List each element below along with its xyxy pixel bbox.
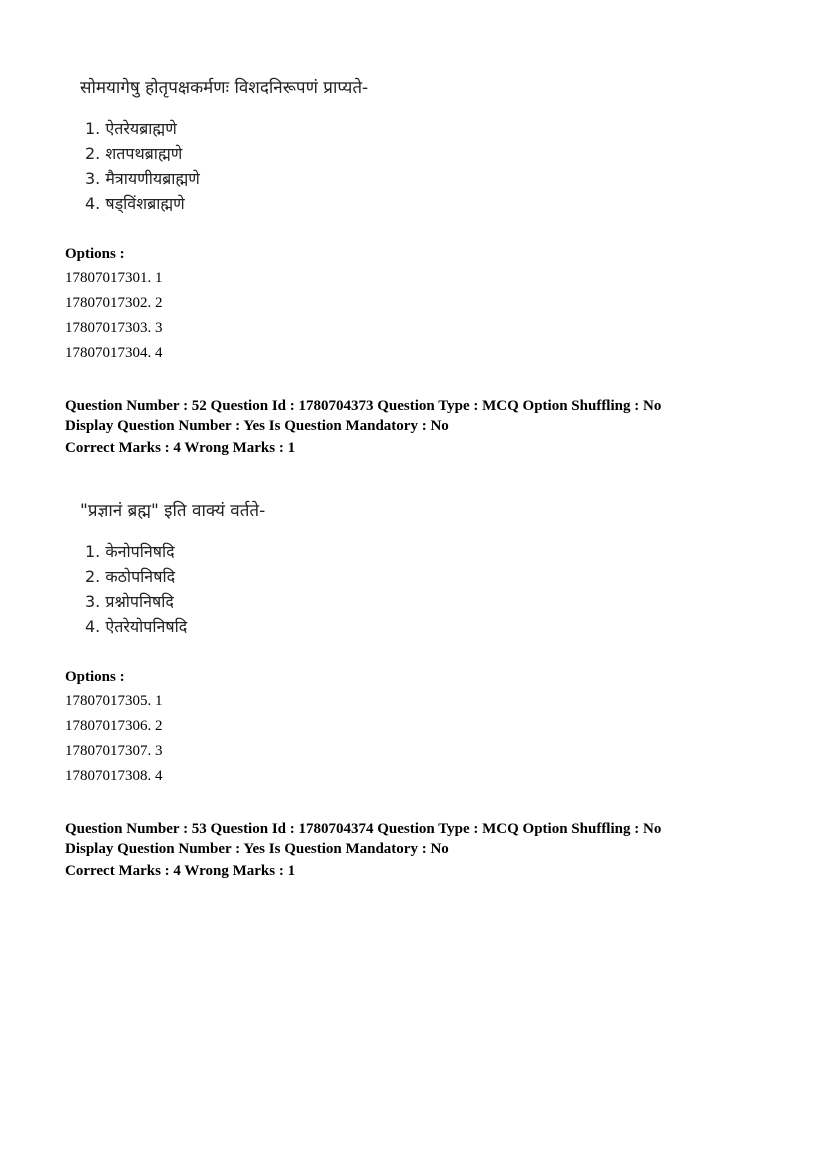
choice-item: 1. ऐतरेयब्राह्मणे bbox=[85, 119, 177, 138]
question-meta-line: Question Number : 52 Question Id : 1780704373 Question Type : MCQ Option Shuffling : No bbox=[65, 398, 662, 414]
option-id: 17807017302. 2 bbox=[65, 295, 163, 311]
option-id: 17807017307. 3 bbox=[65, 743, 163, 759]
question-meta-line: Question Number : 53 Question Id : 1780704374 Question Type : MCQ Option Shuffling : No bbox=[65, 821, 662, 837]
option-id: 17807017306. 2 bbox=[65, 718, 163, 734]
marks-line: Correct Marks : 4 Wrong Marks : 1 bbox=[65, 440, 296, 456]
option-id: 17807017303. 3 bbox=[65, 320, 163, 336]
choice-item: 2. कठोपनिषदि bbox=[85, 567, 176, 586]
marks-line: Correct Marks : 4 Wrong Marks : 1 bbox=[65, 863, 296, 879]
question-text: "प्रज्ञानं ब्रह्म" इति वाक्यं वर्तते- bbox=[80, 501, 266, 521]
option-id: 17807017304. 4 bbox=[65, 345, 163, 361]
choice-item: 1. केनोपनिषदि bbox=[85, 542, 175, 561]
option-id: 17807017308. 4 bbox=[65, 768, 163, 784]
choice-item: 4. षड्विंशब्राह्मणे bbox=[85, 194, 185, 213]
option-id: 17807017301. 1 bbox=[65, 270, 163, 286]
question-meta-line: Display Question Number : Yes Is Question Mandatory : No bbox=[65, 841, 449, 857]
choice-item: 3. मैत्रायणीयब्राह्मणे bbox=[85, 169, 200, 188]
choice-item: 2. शतपथब्राह्मणे bbox=[85, 144, 183, 163]
choice-item: 4. ऐतरेयोपनिषदि bbox=[85, 617, 188, 636]
choice-item: 3. प्रश्नोपनिषदि bbox=[85, 592, 174, 611]
options-label: Options : bbox=[65, 669, 125, 685]
question-text: सोमयागेषु होतृपक्षकर्मणः विशदनिरूपणं प्राप्यते- bbox=[80, 78, 369, 98]
question-meta-line: Display Question Number : Yes Is Question Mandatory : No bbox=[65, 418, 449, 434]
options-label: Options : bbox=[65, 246, 125, 262]
option-id: 17807017305. 1 bbox=[65, 693, 163, 709]
